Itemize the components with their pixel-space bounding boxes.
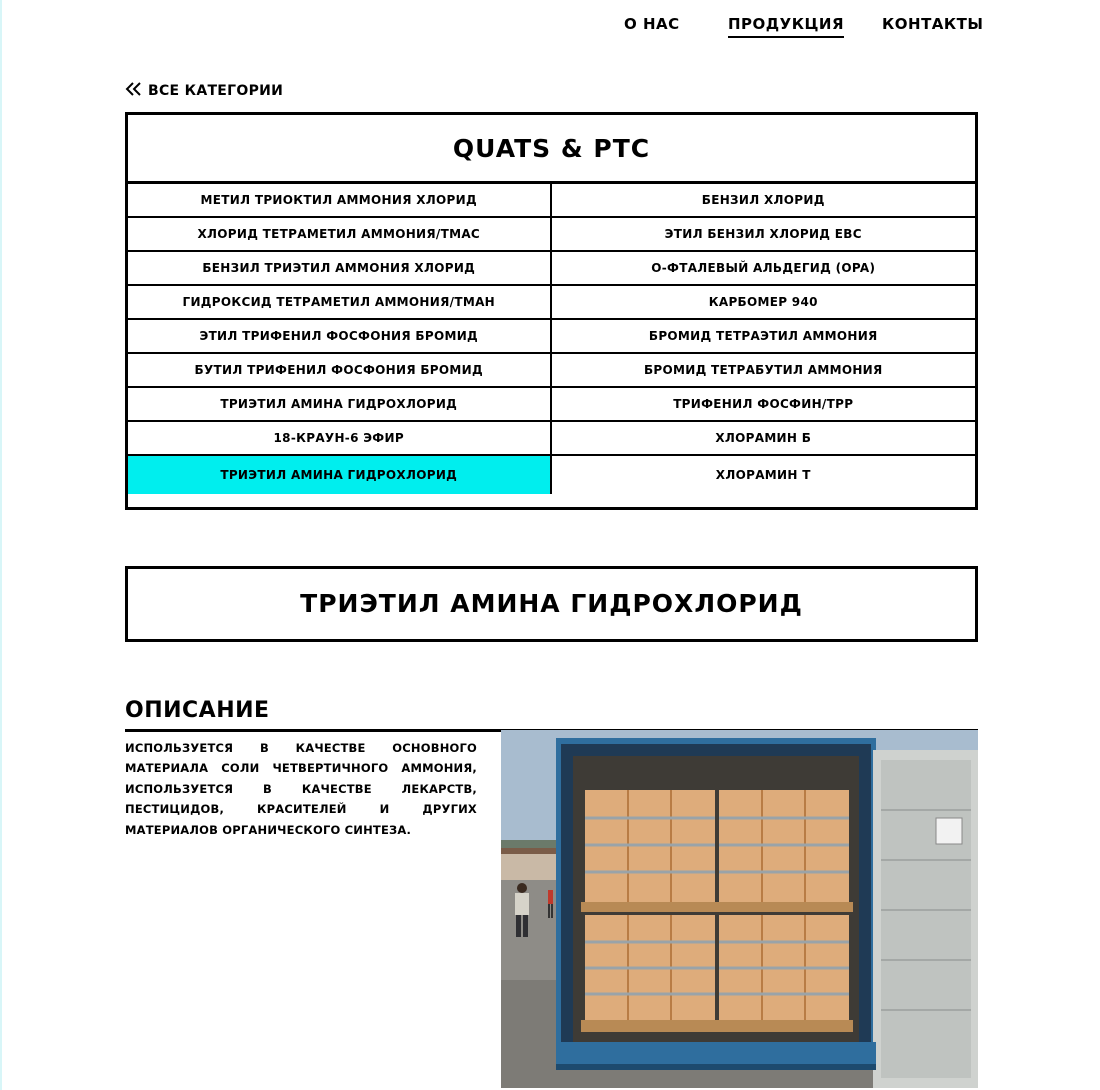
product-cell[interactable]: ГИДРОКСИД ТЕТРАМЕТИЛ АММОНИЯ/TMAH xyxy=(128,286,552,320)
description-text: ИСПОЛЬЗУЕТСЯ В КАЧЕСТВЕ ОСНОВНОГО МАТЕРИАЛА СОЛИ ЧЕТВЕРТИЧНОГО АММОНИЯ, ИСПОЛЬЗУЕТСЯ В КАЧЕСТВЕ ЛЕКАРСТВ, ПЕСТИЦИДОВ, КРАСИТЕЛЕЙ И ДРУГИХ МАТЕРИАЛОВ ОРГАНИЧЕСКОГО СИНТЕЗА. xyxy=(125,740,477,837)
product-cell[interactable]: ТРИЭТИЛ АМИНА ГИДРОХЛОРИД xyxy=(128,388,552,422)
product-cell[interactable]: ХЛОРАМИН Т xyxy=(715,468,811,482)
product-cell[interactable]: БРОМИД ТЕТРАБУТИЛ АММОНИЯ xyxy=(552,354,976,388)
category-table xyxy=(125,112,978,510)
product-cell[interactable]: ТРИФЕНИЛ ФОСФИН/TPP xyxy=(552,388,976,422)
product-grid xyxy=(128,184,975,494)
product-cell[interactable]: ХЛОРИД ТЕТРАМЕТИЛ АММОНИЯ/TMAC xyxy=(128,218,552,252)
nav-about-link[interactable]: О НАС xyxy=(624,15,680,33)
product-cell[interactable]: БУТИЛ ТРИФЕНИЛ ФОСФОНИЯ БРОМИД xyxy=(128,354,552,388)
product-cell[interactable]: ЭТИЛ БЕНЗИЛ ХЛОРИД EBC xyxy=(552,218,976,252)
product-photo xyxy=(501,730,978,1088)
product-cell[interactable]: БЕНЗИЛ ТРИЭТИЛ АММОНИЯ ХЛОРИД xyxy=(128,252,552,286)
product-cell[interactable]: 18-КРАУН-6 ЭФИР xyxy=(128,422,552,456)
product-cell[interactable]: МЕТИЛ ТРИОКТИЛ АММОНИЯ ХЛОРИД xyxy=(128,184,552,218)
product-cell[interactable]: БЕНЗИЛ ХЛОРИД xyxy=(552,184,976,218)
back-link-label: ВСЕ КАТЕГОРИИ xyxy=(148,83,284,99)
product-title: ТРИЭТИЛ АМИНА ГИДРОХЛОРИД xyxy=(125,566,978,642)
description-heading: ОПИСАНИЕ xyxy=(125,698,978,732)
product-cell[interactable]: О-ФТАЛЕВЫЙ АЛЬДЕГИД (OPA) xyxy=(552,252,976,286)
double-chevron-left-icon xyxy=(125,82,148,100)
back-to-categories-link[interactable] xyxy=(125,82,283,100)
product-cell[interactable]: ЭТИЛ ТРИФЕНИЛ ФОСФОНИЯ БРОМИД xyxy=(128,320,552,354)
product-cell[interactable]: ХЛОРАМИН Б xyxy=(552,422,976,456)
nav-contacts-link[interactable]: КОНТАКТЫ xyxy=(882,15,984,33)
nav-products-link[interactable]: ПРОДУКЦИЯ xyxy=(728,15,844,38)
product-cell[interactable]: БРОМИД ТЕТРАЭТИЛ АММОНИЯ xyxy=(552,320,976,354)
category-title: QUATS & PTC xyxy=(128,115,975,184)
product-cell[interactable]: КАРБОМЕР 940 xyxy=(552,286,976,320)
top-nav xyxy=(2,0,1100,50)
product-cell-selected[interactable]: ТРИЭТИЛ АМИНА ГИДРОХЛОРИД xyxy=(128,456,552,494)
